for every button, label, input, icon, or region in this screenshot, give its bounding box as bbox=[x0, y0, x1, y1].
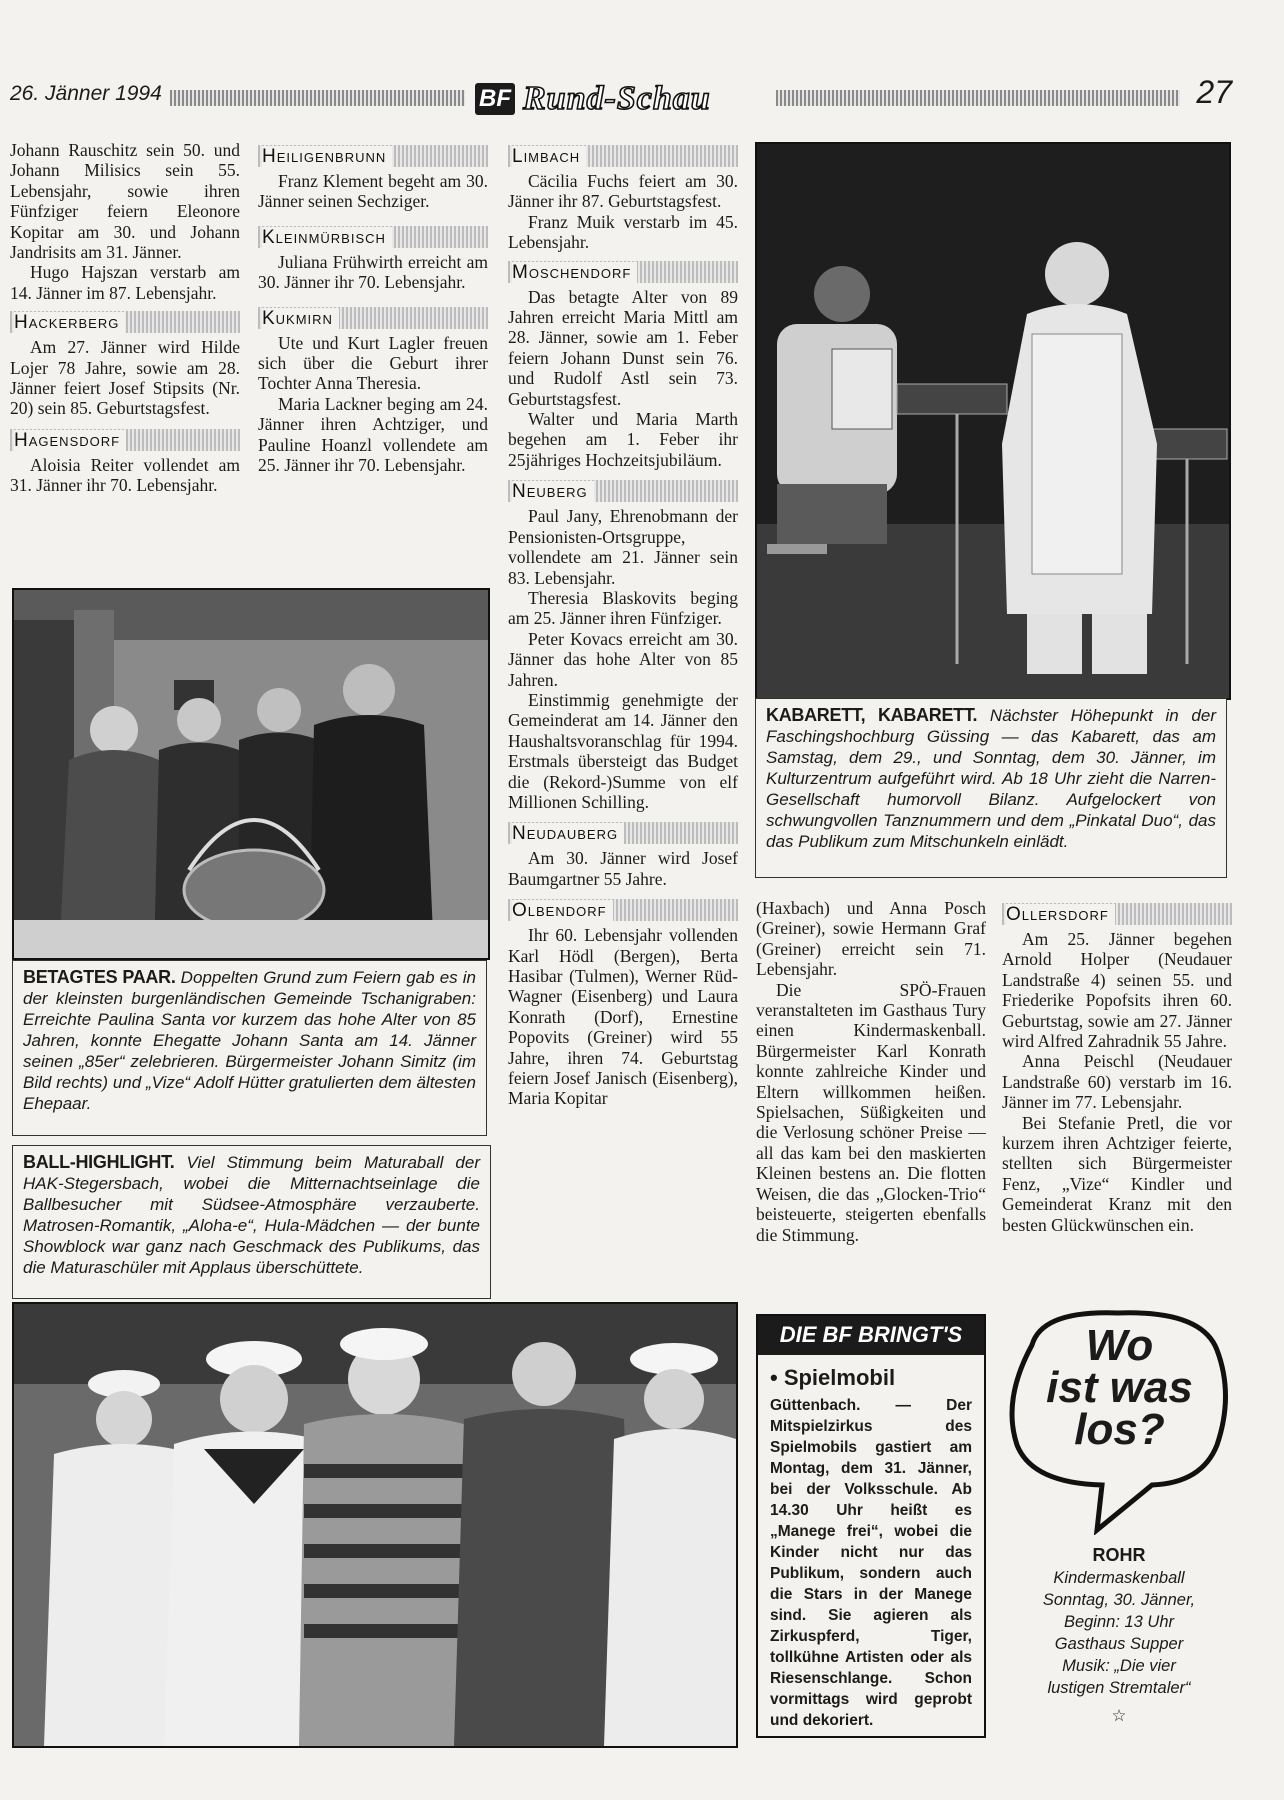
section-heading-kukmirn: Kukmirn bbox=[258, 307, 488, 329]
article-text: Juliana Frühwirth erreicht am 30. Jänner ihr 70. Lebensjahr. bbox=[258, 251, 488, 293]
article-text: Ute und Kurt Lagler freuen sich über die Geburt ihrer Tochter Anna Theresia. bbox=[258, 332, 488, 394]
article-text: Ihr 60. Lebensjahr vollenden Karl Hödl (Bergen), Berta Hasibar (Tulmen), Werner Rüd-Wagner (Eisenberg) und Laura Konrath (Dorf), Ernestine Popovits (Greiner) wird 55 Jahre, ihren 74. Geburtstag feiern Josef Janisch (Eisenberg), Maria Kopitar bbox=[508, 925, 738, 1109]
event-line: Sonntag, 30. Jänner, bbox=[1042, 1591, 1196, 1609]
section-heading-heiligenbrunn: Heiligenbrunn bbox=[258, 145, 488, 167]
article-text: Das betagte Alter von 89 Jahren erreicht Maria Mittl am 28. Jänner, sowie am 1. Feber feiern Johann Dunst sein 76. und Rudolf Astl sein 73. Geburtstagsfest. bbox=[508, 286, 738, 409]
article-text: Einstimmig genehmigte der Gemeinderat am 14. Jänner den Haushaltsvoranschlag für 1994. Erstmals übersteigt das Budget die (Rekord-)Summe von elf Millionen Schilling. bbox=[508, 689, 738, 812]
bf-bringts-header: DIE BF BRINGT'S bbox=[758, 1316, 984, 1355]
header-rule-right bbox=[776, 90, 1180, 106]
article-text: Walter und Maria Marth begehen am 1. Feber ihr 25jähriges Hochzeitsjubiläum. bbox=[508, 409, 738, 470]
caption-headline: BALL-HIGHLIGHT. bbox=[23, 1152, 175, 1172]
article-text: Anna Peischl (Neudauer Landstraße 60) verstarb im 16. Jänner im 77. Lebensjahr. bbox=[1002, 1051, 1232, 1113]
article-text: Franz Klement begeht am 30. Jänner seinen Sechziger. bbox=[258, 171, 488, 212]
article-text: Paul Jany, Ehrenobmann der Pensionisten-Ortsgruppe, vollendete am 21. Jänner sein 83. Lebensjahr. bbox=[508, 506, 738, 588]
betagtes-paar-caption bbox=[12, 960, 487, 1136]
event-place: ROHR bbox=[1092, 1545, 1146, 1565]
event-line: Beginn: 13 Uhr bbox=[1063, 1613, 1175, 1631]
section-heading-neuberg: Neuberg bbox=[508, 480, 738, 502]
article-text: Am 25. Jänner begehen Arnold Holper (Neudauer Landstraße 4) seinen 55. und Friederike Popofsits ihren 60. Geburtstag, sowie am 27. Jänner wird Alfred Zahradnik 55 Jahre. bbox=[1002, 929, 1232, 1052]
section-heading-limbach: Limbach bbox=[508, 145, 738, 167]
event-line: Gasthaus Supper bbox=[1054, 1635, 1184, 1653]
page-number: 27 bbox=[1196, 74, 1232, 110]
column-5 bbox=[1002, 903, 1232, 1235]
event-line: lustigen Stremtaler“ bbox=[1047, 1679, 1191, 1697]
article-text: Theresia Blaskovits beging am 25. Jänner ihren Fünfziger. bbox=[508, 587, 738, 629]
maturaball-photo bbox=[12, 1302, 738, 1748]
section-heading-moschendorf: Moschendorf bbox=[508, 261, 738, 283]
article-text: Maria Lackner beging am 24. Jänner ihren Achtziger, und Pauline Hoanzl vollendete am 25. Jänner ihr 70. Lebensjahr. bbox=[258, 393, 488, 476]
section-heading-hagensdorf: Hagensdorf bbox=[10, 429, 240, 451]
column-4 bbox=[756, 898, 986, 1245]
caption-text: Doppelten Grund zum Feiern gab es in der kleinsten burgenländischen Gemeinde Tschanigraben: Erreichte Paulina Santa vor kurzem das hohe Alter von 85 Jahren, konnte Ehegatte Johann Santa am 14. Jänner seinen „85er“ zelebrieren. Bürgermeister Johann Simitz (im Bild rechts) und „Vize“ Adolf Hütter gratulierten dem ältesten Ehepaar. bbox=[23, 968, 476, 1113]
bf-bringts-text: Güttenbach. — Der Mitspielzirkus des Spielmobils gastiert am Montag, dem 31. Jänner, bei der Volksschule. Ab 14.30 Uhr heißt es „Manege frei“, wobei die Kinder nicht nur das Publikum, sondern auch die Stars in der Manege sind. Sie agieren als Zirkuspferd, Tiger, tollkühne Artisten oder als Riesenschlange. Schon vormittags wird geprobt und dekoriert. bbox=[770, 1397, 972, 1729]
caption-text: Nächster Höhepunkt in der Faschingshochburg Güssing — das Kabarett, das am Samstag, dem 29., und Sonntag, dem 30. Jänner, im Kulturzentrum aufgeführt wird. Ab 18 Uhr zieht die Narren-Gesellschaft humorvoll Bilanz. Aufgelockert von schwungvollen Tanznummern und dem „Pinkatal Duo“, das das Publikum zum Mitschunkeln einlädt. bbox=[766, 706, 1216, 851]
event-line: Kindermaskenball bbox=[1053, 1569, 1185, 1587]
column-2 bbox=[258, 145, 488, 475]
caption-headline: KABARETT, KABARETT. bbox=[766, 705, 978, 725]
ball-highlight-caption bbox=[12, 1145, 491, 1299]
article-text: Am 30. Jänner wird Josef Baumgartner 55 Jahre. bbox=[508, 848, 738, 889]
section-heading-olbendorf: Olbendorf bbox=[508, 899, 738, 921]
article-text: Peter Kovacs erreicht am 30. Jänner das hohe Alter von 85 Jahren. bbox=[508, 628, 738, 690]
kabarett-photo bbox=[755, 142, 1231, 700]
issue-date: 26. Jänner 1994 bbox=[10, 82, 162, 105]
rund-schau-title: Rund-Schau bbox=[523, 80, 711, 117]
kabarett-caption bbox=[755, 698, 1227, 878]
header-rule-left bbox=[170, 90, 465, 106]
wo-ist-was-los-bubble bbox=[1002, 1305, 1234, 1535]
event-listing bbox=[1008, 1544, 1230, 1727]
article-text: Am 27. Jänner wird Hilde Lojer 78 Jahre, sowie am 28. Jänner feiert Josef Stipsits (Nr. 20) sein 85. Geburtstagsfest. bbox=[10, 337, 240, 419]
betagtes-paar-photo bbox=[12, 588, 490, 960]
column-1 bbox=[10, 140, 240, 496]
caption-text: Viel Stimmung beim Maturaball der HAK-Stegersbach, wobei die Mitternachtseinlage die Ballbesucher mit Südsee-Atmosphäre verzauberte. Matrosen-Romantik, „Aloha-e“, Hula-Mädchen — der bunte Showblock war ganz nach Geschmack des Publikums, das die Maturaschüler mit Applaus überschüttete. bbox=[23, 1153, 480, 1277]
article-text: Johann Rauschitz sein 50. und Johann Milisics sein 55. Lebensjahr, sowie ihren Fünfziger feiern Eleonore Kopitar am 30. und Johann Jandrisits am 31. Jänner. bbox=[10, 140, 240, 263]
article-text: Aloisia Reiter vollendet am 31. Jänner ihr 70. Lebensjahr. bbox=[10, 454, 240, 496]
section-heading-ollersdorf: Ollersdorf bbox=[1002, 903, 1232, 925]
article-text: (Haxbach) und Anna Posch (Greiner), sowie Hermann Graf (Greiner) erreicht sein 71. Lebensjahr. bbox=[756, 898, 986, 980]
event-line: Musik: „Die vier bbox=[1062, 1657, 1176, 1675]
article-text: Bei Stefanie Pretl, die vor kurzem ihren Achtziger feierte, stellten sich Bürgermeister Fenz, „Vize“ Kindler und Gemeinderat Kranz mit den besten Glückwünschen ein. bbox=[1002, 1112, 1232, 1235]
article-text: Hugo Hajszan verstarb am 14. Jänner im 87. Lebensjahr. bbox=[10, 262, 240, 303]
caption-headline: BETAGTES PAAR. bbox=[23, 967, 176, 987]
section-heading-kleinmuerbisch: Kleinmürbisch bbox=[258, 226, 488, 248]
article-text: Franz Muik verstarb im 45. Lebensjahr. bbox=[508, 211, 738, 253]
masthead-logo bbox=[475, 80, 711, 118]
bf-logo: BF bbox=[475, 83, 515, 115]
column-3 bbox=[508, 145, 738, 1109]
bf-bringts-title: • Spielmobil bbox=[770, 1365, 896, 1390]
section-heading-neudauberg: Neudauberg bbox=[508, 822, 738, 844]
section-heading-hackerberg: Hackerberg bbox=[10, 311, 240, 333]
wo-ist-was-los-title: Wo ist was los? bbox=[1046, 1321, 1193, 1454]
bf-bringts-box bbox=[756, 1314, 986, 1738]
article-text: Cäcilia Fuchs feiert am 30. Jänner ihr 87. Geburtstagsfest. bbox=[508, 171, 738, 212]
article-text: Die SPÖ-Frauen veranstalteten im Gasthaus Tury einen Kindermaskenball. Bürgermeister Karl Konrath konnte zahlreiche Kinder und Eltern willkommen heißen. Spielsachen, Süßigkeiten und die Verlosung schöner Preise — all das kam bei den maskierten Kleinen bestens an. Die flotten Weisen, die das „Glocken-Trio“ beisteuerte, steigerten ebenfalls die Stimmung. bbox=[756, 979, 986, 1245]
star-icon: ☆ bbox=[1111, 1707, 1127, 1725]
